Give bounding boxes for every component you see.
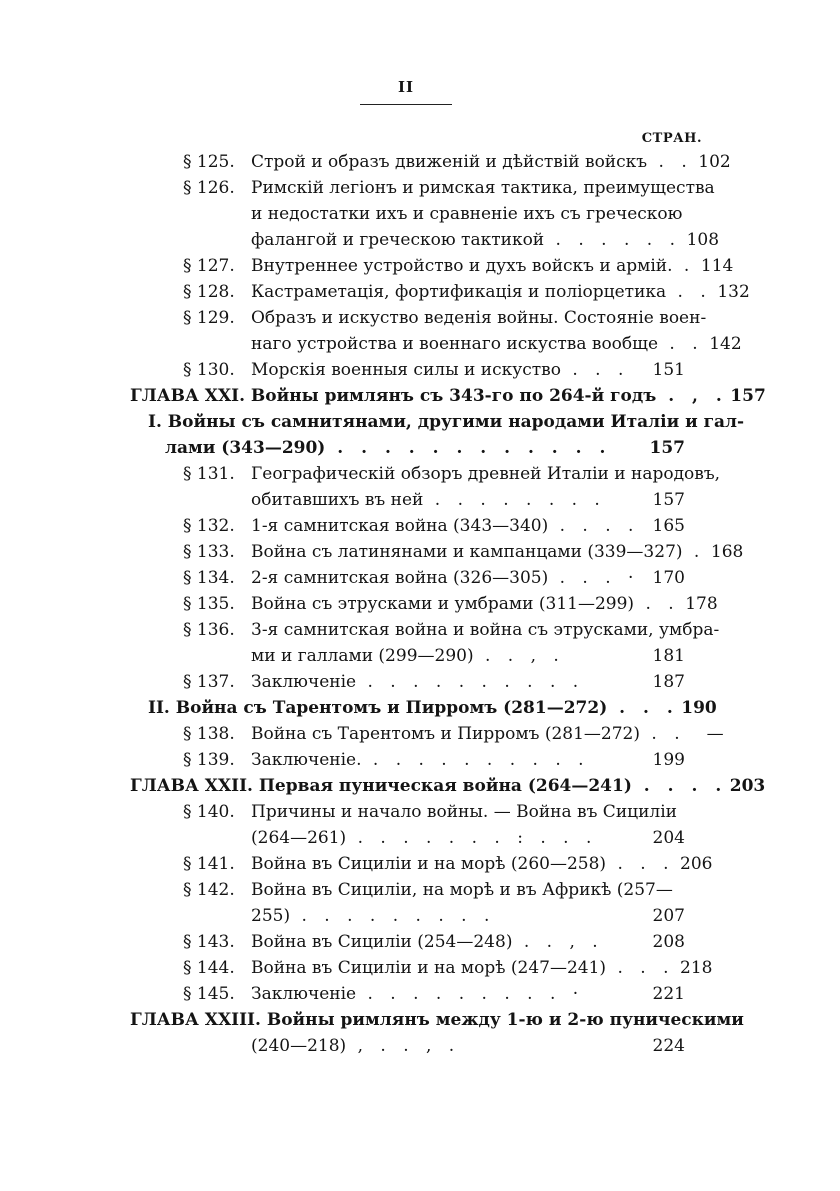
entry-title: II. Война съ Тарентомъ и Пирромъ (281—272): [148, 698, 608, 718]
dot-leader: . . , .: [512, 932, 604, 952]
toc-entry: [183, 357, 685, 383]
entry-title: Война съ Тарентомъ и Пирромъ (281—272): [251, 724, 640, 744]
section-number: § 140.: [183, 802, 235, 822]
entry-title: ми и галлами (299—290): [251, 646, 474, 666]
entry-title: Война въ Сициліи, на морѣ и въ Африкѣ (257—: [251, 880, 673, 900]
section-number: § 136.: [183, 620, 235, 640]
page-number: II: [397, 78, 415, 96]
dot-leader: . . . . . . . .: [423, 490, 606, 510]
dot-leader: . . . . . . . . . .: [356, 672, 585, 692]
page-ref: 178: [685, 594, 718, 614]
page-ref: 221: [652, 984, 685, 1004]
page-ref: 190: [681, 698, 717, 718]
dot-leader: . . . .: [631, 776, 728, 796]
entry-title: Заключеніе: [251, 672, 357, 692]
toc-entry: [183, 851, 713, 877]
toc-entry: [183, 253, 734, 279]
page-ref: 168: [710, 542, 744, 562]
toc-entry: [183, 669, 685, 695]
dot-leader: . . .: [606, 958, 675, 978]
toc-entry: [183, 617, 720, 643]
toc-entry-continuation: [251, 227, 720, 253]
section-number: § 134.: [183, 568, 235, 588]
page-ref: 206: [680, 854, 713, 874]
entry-title: I. Войны съ самнитянами, другими народами Италіи и гал-: [148, 412, 745, 432]
entry-title: (264—261): [251, 828, 347, 848]
section-number: § 137.: [183, 672, 235, 692]
toc-entry: [183, 149, 731, 175]
entry-title: Внутреннее устройство и духъ войскъ и армій.: [251, 256, 673, 276]
page-ref: 218: [680, 958, 713, 978]
section-number: § 139.: [183, 750, 235, 770]
toc-entry-continuation: [251, 825, 685, 851]
page-ref: 187: [652, 672, 685, 692]
toc-entry: [183, 929, 685, 955]
section-number: § 132.: [183, 516, 235, 536]
dot-leader: , . . , .: [346, 1036, 461, 1056]
header-rule: [360, 104, 452, 105]
part-heading-continuation: [165, 435, 685, 461]
dot-leader: . . . . . . . . . ·: [356, 984, 585, 1004]
toc-entry-continuation: [251, 903, 685, 929]
section-number: § 129.: [183, 308, 235, 328]
toc-entry: [183, 591, 718, 617]
toc-entry-continuation: [251, 331, 742, 357]
page-ref: 181: [652, 646, 685, 666]
dot-leader: . . . . . . . . .: [290, 906, 496, 926]
section-number: § 128.: [183, 282, 235, 302]
chapter-heading: [130, 773, 766, 799]
toc-entry: [183, 565, 685, 591]
entry-title: 1-я самнитская война (343—340): [251, 516, 549, 536]
entry-title: Географическій обзоръ древней Италіи и народовъ,: [251, 464, 721, 484]
section-number: § 143.: [183, 932, 235, 952]
dot-leader: . .: [666, 282, 712, 302]
page-ref: 151: [652, 360, 685, 380]
dot-leader: . . .: [560, 360, 630, 380]
entry-title: Строй и образъ движеній и дѣйствій войскъ: [251, 152, 648, 172]
toc-entry: [183, 747, 685, 773]
toc-entry: [183, 981, 685, 1007]
entry-title: ГЛАВА ХХIII. Войны римлянъ между 1-ю и 2-ю пуническими: [130, 1010, 744, 1030]
entry-title: 3-я самнитская война и война съ этрусками, умбра-: [251, 620, 720, 640]
page-ref: 199: [652, 750, 685, 770]
dot-leader: . .: [634, 594, 680, 614]
section-number: § 145.: [183, 984, 235, 1004]
entry-title: Причины и начало войны. — Война въ Сициліи: [251, 802, 677, 822]
section-number: § 138.: [183, 724, 235, 744]
entry-title: 255): [251, 906, 291, 926]
section-number: § 142.: [183, 880, 235, 900]
dot-leader: . . . . . . . . . .: [361, 750, 590, 770]
page-ref: 142: [709, 334, 742, 354]
toc-entry: [183, 539, 744, 565]
section-number: § 141.: [183, 854, 235, 874]
entry-title: ГЛАВА ХХII. Первая пуническая война (264—241): [130, 776, 632, 796]
chapter-heading: [130, 1007, 744, 1033]
section-number: § 125.: [183, 152, 235, 172]
dot-leader: . . .: [607, 698, 679, 718]
toc-entry: [183, 877, 685, 903]
toc-entry: [183, 461, 721, 487]
part-heading: [148, 695, 717, 721]
page-ref: 204: [652, 828, 685, 848]
page-ref: 165: [652, 516, 685, 536]
entry-title: 2-я самнитская война (326—305): [251, 568, 549, 588]
entry-title: обитавшихъ въ ней: [251, 490, 424, 510]
page-ref: 132: [717, 282, 750, 302]
dot-leader: . . , .: [473, 646, 565, 666]
toc-entry: [183, 955, 713, 981]
entry-title: Кастраметація, фортификація и поліорцетика: [251, 282, 667, 302]
toc-entry: [183, 513, 685, 539]
toc-entry: [183, 279, 750, 305]
entry-title: Заключеніе.: [251, 750, 362, 770]
entry-title: Римскій легіонъ и римская тактика, преимущества: [251, 178, 715, 198]
dot-leader: .: [672, 256, 696, 276]
page-ref: 208: [652, 932, 685, 952]
entry-title: Война съ этрусками и умбрами (311—299): [251, 594, 635, 614]
entry-title: Война въ Сициліи и на морѣ (260—258): [251, 854, 607, 874]
page-ref: 170: [652, 568, 685, 588]
section-number: § 130.: [183, 360, 235, 380]
entry-title: Образъ и искуство веденія войны. Состояніе воен-: [251, 308, 707, 328]
section-number: § 133.: [183, 542, 235, 562]
entry-title: Заключеніе: [251, 984, 357, 1004]
entry-title: Война въ Сициліи (254—248): [251, 932, 513, 952]
dot-leader: . . . .: [548, 516, 640, 536]
toc-entry-continuation: [251, 201, 685, 227]
page-ref: 108: [686, 230, 720, 250]
section-number: § 135.: [183, 594, 235, 614]
section-number: § 126.: [183, 178, 235, 198]
page-ref: 207: [652, 906, 685, 926]
dot-leader: . .: [658, 334, 704, 354]
section-number: § 127.: [183, 256, 235, 276]
page-ref: 157: [730, 386, 766, 406]
dot-leader: . . . ·: [548, 568, 640, 588]
entry-title: Морскія военныя силы и искуство: [251, 360, 561, 380]
dot-leader: .: [682, 542, 706, 562]
page-ref: 224: [652, 1036, 685, 1056]
entry-title: фалангой и греческою тактикой: [251, 230, 545, 250]
dot-leader: . . . . . . . : . . .: [346, 828, 598, 848]
chapter-heading: [130, 383, 766, 409]
part-heading: [148, 409, 745, 435]
page-ref: 157: [649, 438, 685, 458]
entry-title: ГЛАВА XXI. Войны римлянъ съ 343-го по 264-й годъ: [130, 386, 657, 406]
page-ref: 102: [698, 152, 731, 172]
entry-title: Война съ латинянами и кампанцами (339—327): [251, 542, 683, 562]
dot-leader: . . .: [606, 854, 675, 874]
page-column-header: СТРАН.: [641, 131, 702, 146]
dot-leader: . . . . . . . . . . . .: [325, 438, 612, 458]
toc-entry-continuation: [251, 487, 685, 513]
entry-title: Война въ Сициліи и на морѣ (247—241): [251, 958, 607, 978]
toc-entry: [183, 175, 715, 201]
toc-entry: [183, 799, 685, 825]
dot-leader: . . . . . .: [544, 230, 682, 250]
toc-entry: [183, 305, 707, 331]
entry-title: лами (343—290): [165, 438, 326, 458]
chapter-heading-continuation: [251, 1033, 685, 1059]
dot-leader: . , .: [656, 386, 728, 406]
page-ref: 203: [729, 776, 766, 796]
section-number: § 131.: [183, 464, 235, 484]
dot-leader: . .: [647, 152, 693, 172]
toc-entry: [183, 721, 724, 747]
page-ref: —: [706, 724, 724, 744]
entry-title: (240—218): [251, 1036, 347, 1056]
page-ref: 114: [700, 256, 734, 276]
toc-entry-continuation: [251, 643, 685, 669]
entry-title: и недостатки ихъ и сравненіе ихъ съ греческою: [251, 204, 683, 224]
entry-title: наго устройства и военнаго искуства вообще: [251, 334, 659, 354]
section-number: § 144.: [183, 958, 235, 978]
page-ref: 157: [652, 490, 685, 510]
dot-leader: . .: [640, 724, 686, 744]
